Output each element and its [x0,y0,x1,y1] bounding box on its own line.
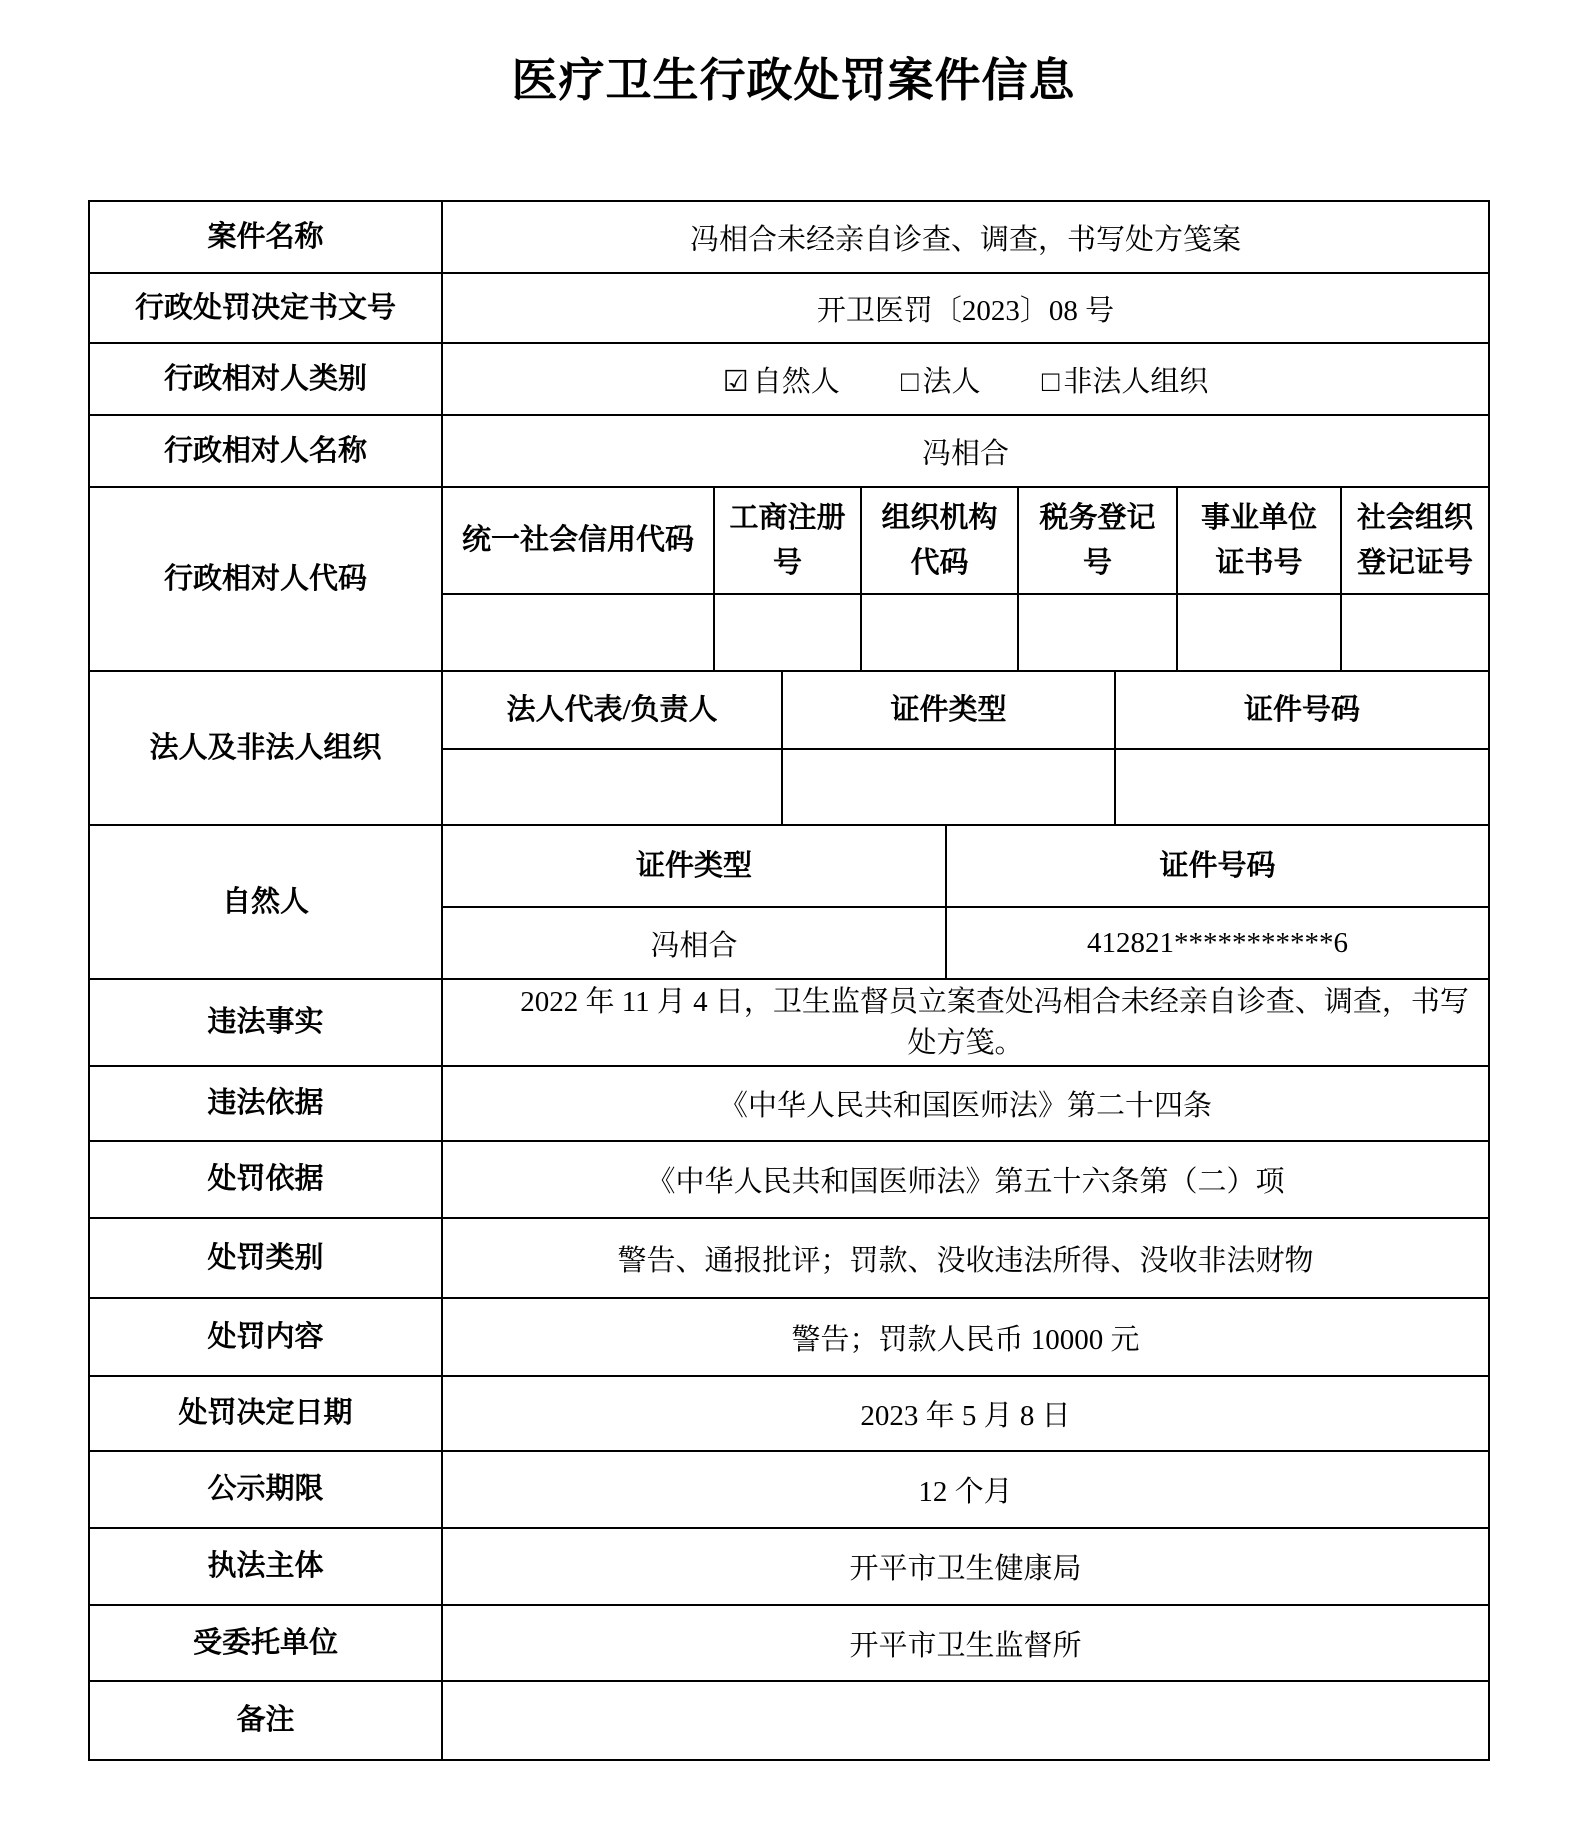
column-header-social-org-reg-no: 社会组织登记证号 [1341,487,1489,594]
column-header-business-reg-no: 工商注册号 [714,487,861,594]
table-row [89,979,1489,1066]
value-tax-reg-no [1018,594,1177,671]
label-legal-org: 法人及非法人组织 [89,671,442,825]
penalty-info-table [88,200,1490,1761]
value-entrusted-unit: 开平市卫生监督所 [442,1605,1489,1681]
label-party-category: 行政相对人类别 [89,343,442,415]
table-row [89,1218,1489,1298]
table-row [89,1451,1489,1528]
column-header-id-type: 证件类型 [442,825,946,907]
value-legal-org-id-type [782,749,1115,825]
checkbox-option-label: 非法人组织 [1063,365,1209,398]
label-enforcement-body: 执法主体 [89,1528,442,1605]
value-natural-person-id-type: 冯相合 [442,907,946,979]
checkbox-option-unincorporated-org [1042,366,1209,398]
label-case-name: 案件名称 [89,201,442,273]
value-unified-social-credit-code [442,594,714,671]
table-row [89,1605,1489,1681]
label-illegal-facts: 违法事实 [89,979,442,1066]
label-entrusted-unit: 受委托单位 [89,1605,442,1681]
column-header-legal-representative: 法人代表/负责人 [442,671,782,749]
value-legal-org-id-number [1115,749,1489,825]
value-decision-doc-no: 开卫医罚〔2023〕08 号 [442,273,1489,343]
value-social-org-reg-no [1341,594,1489,671]
column-header-institution-cert-no: 事业单位证书号 [1177,487,1341,594]
value-org-code [861,594,1018,671]
checkbox-option-legal-person [901,366,981,398]
value-illegal-facts: 2022 年 11 月 4 日，卫生监督员立案查处冯相合未经亲自诊查、调查，书写处方笺。 [442,979,1489,1066]
table-row [89,1066,1489,1141]
table-row [89,671,1489,749]
label-decision-date: 处罚决定日期 [89,1376,442,1451]
value-enforcement-body: 开平市卫生健康局 [442,1528,1489,1605]
value-penalty-category: 警告、通报批评；罚款、没收违法所得、没收非法财物 [442,1218,1489,1298]
table-row [89,201,1489,273]
table-row [89,1141,1489,1218]
value-party-category [442,343,1489,415]
value-case-name: 冯相合未经亲自诊查、调查，书写处方笺案 [442,201,1489,273]
label-party-codes: 行政相对人代码 [89,487,442,671]
checkbox-unchecked-icon: □ [901,365,919,398]
value-natural-person-id-number: 412821***********6 [946,907,1489,979]
value-penalty-content: 警告；罚款人民币 10000 元 [442,1298,1489,1376]
label-publicity-period: 公示期限 [89,1451,442,1528]
checkbox-option-natural-person [723,366,840,398]
label-penalty-category: 处罚类别 [89,1218,442,1298]
label-natural-person: 自然人 [89,825,442,979]
table-row [89,1528,1489,1605]
column-header-id-number: 证件号码 [1115,671,1489,749]
checkbox-option-label: 自然人 [752,365,840,398]
table-row [89,487,1489,594]
value-illegal-basis: 《中华人民共和国医师法》第二十四条 [442,1066,1489,1141]
label-illegal-basis: 违法依据 [89,1066,442,1141]
table-row [89,415,1489,487]
table-row [89,825,1489,907]
value-legal-representative [442,749,782,825]
page-title: 医疗卫生行政处罚案件信息 [511,55,1076,106]
label-party-name: 行政相对人名称 [89,415,442,487]
value-business-reg-no [714,594,861,671]
table-row [89,343,1489,415]
value-publicity-period: 12 个月 [442,1451,1489,1528]
checkbox-option-label: 法人 [922,365,981,398]
column-header-org-code: 组织机构代码 [861,487,1018,594]
column-header-id-type: 证件类型 [782,671,1115,749]
value-decision-date: 2023 年 5 月 8 日 [442,1376,1489,1451]
label-penalty-content: 处罚内容 [89,1298,442,1376]
value-penalty-basis: 《中华人民共和国医师法》第五十六条第（二）项 [442,1141,1489,1218]
column-header-unified-social-credit-code: 统一社会信用代码 [442,487,714,594]
value-party-name: 冯相合 [442,415,1489,487]
value-remarks [442,1681,1489,1760]
table-row [89,1376,1489,1451]
label-remarks: 备注 [89,1681,442,1760]
table-row [89,1298,1489,1376]
label-decision-doc-no: 行政处罚决定书文号 [89,273,442,343]
label-penalty-basis: 处罚依据 [89,1141,442,1218]
table-row [89,273,1489,343]
table-row [89,1681,1489,1760]
column-header-tax-reg-no: 税务登记号 [1018,487,1177,594]
checkbox-checked-icon: ☑ [722,365,749,398]
value-institution-cert-no [1177,594,1341,671]
checkbox-unchecked-icon: □ [1041,365,1060,398]
column-header-id-number: 证件号码 [946,825,1489,907]
